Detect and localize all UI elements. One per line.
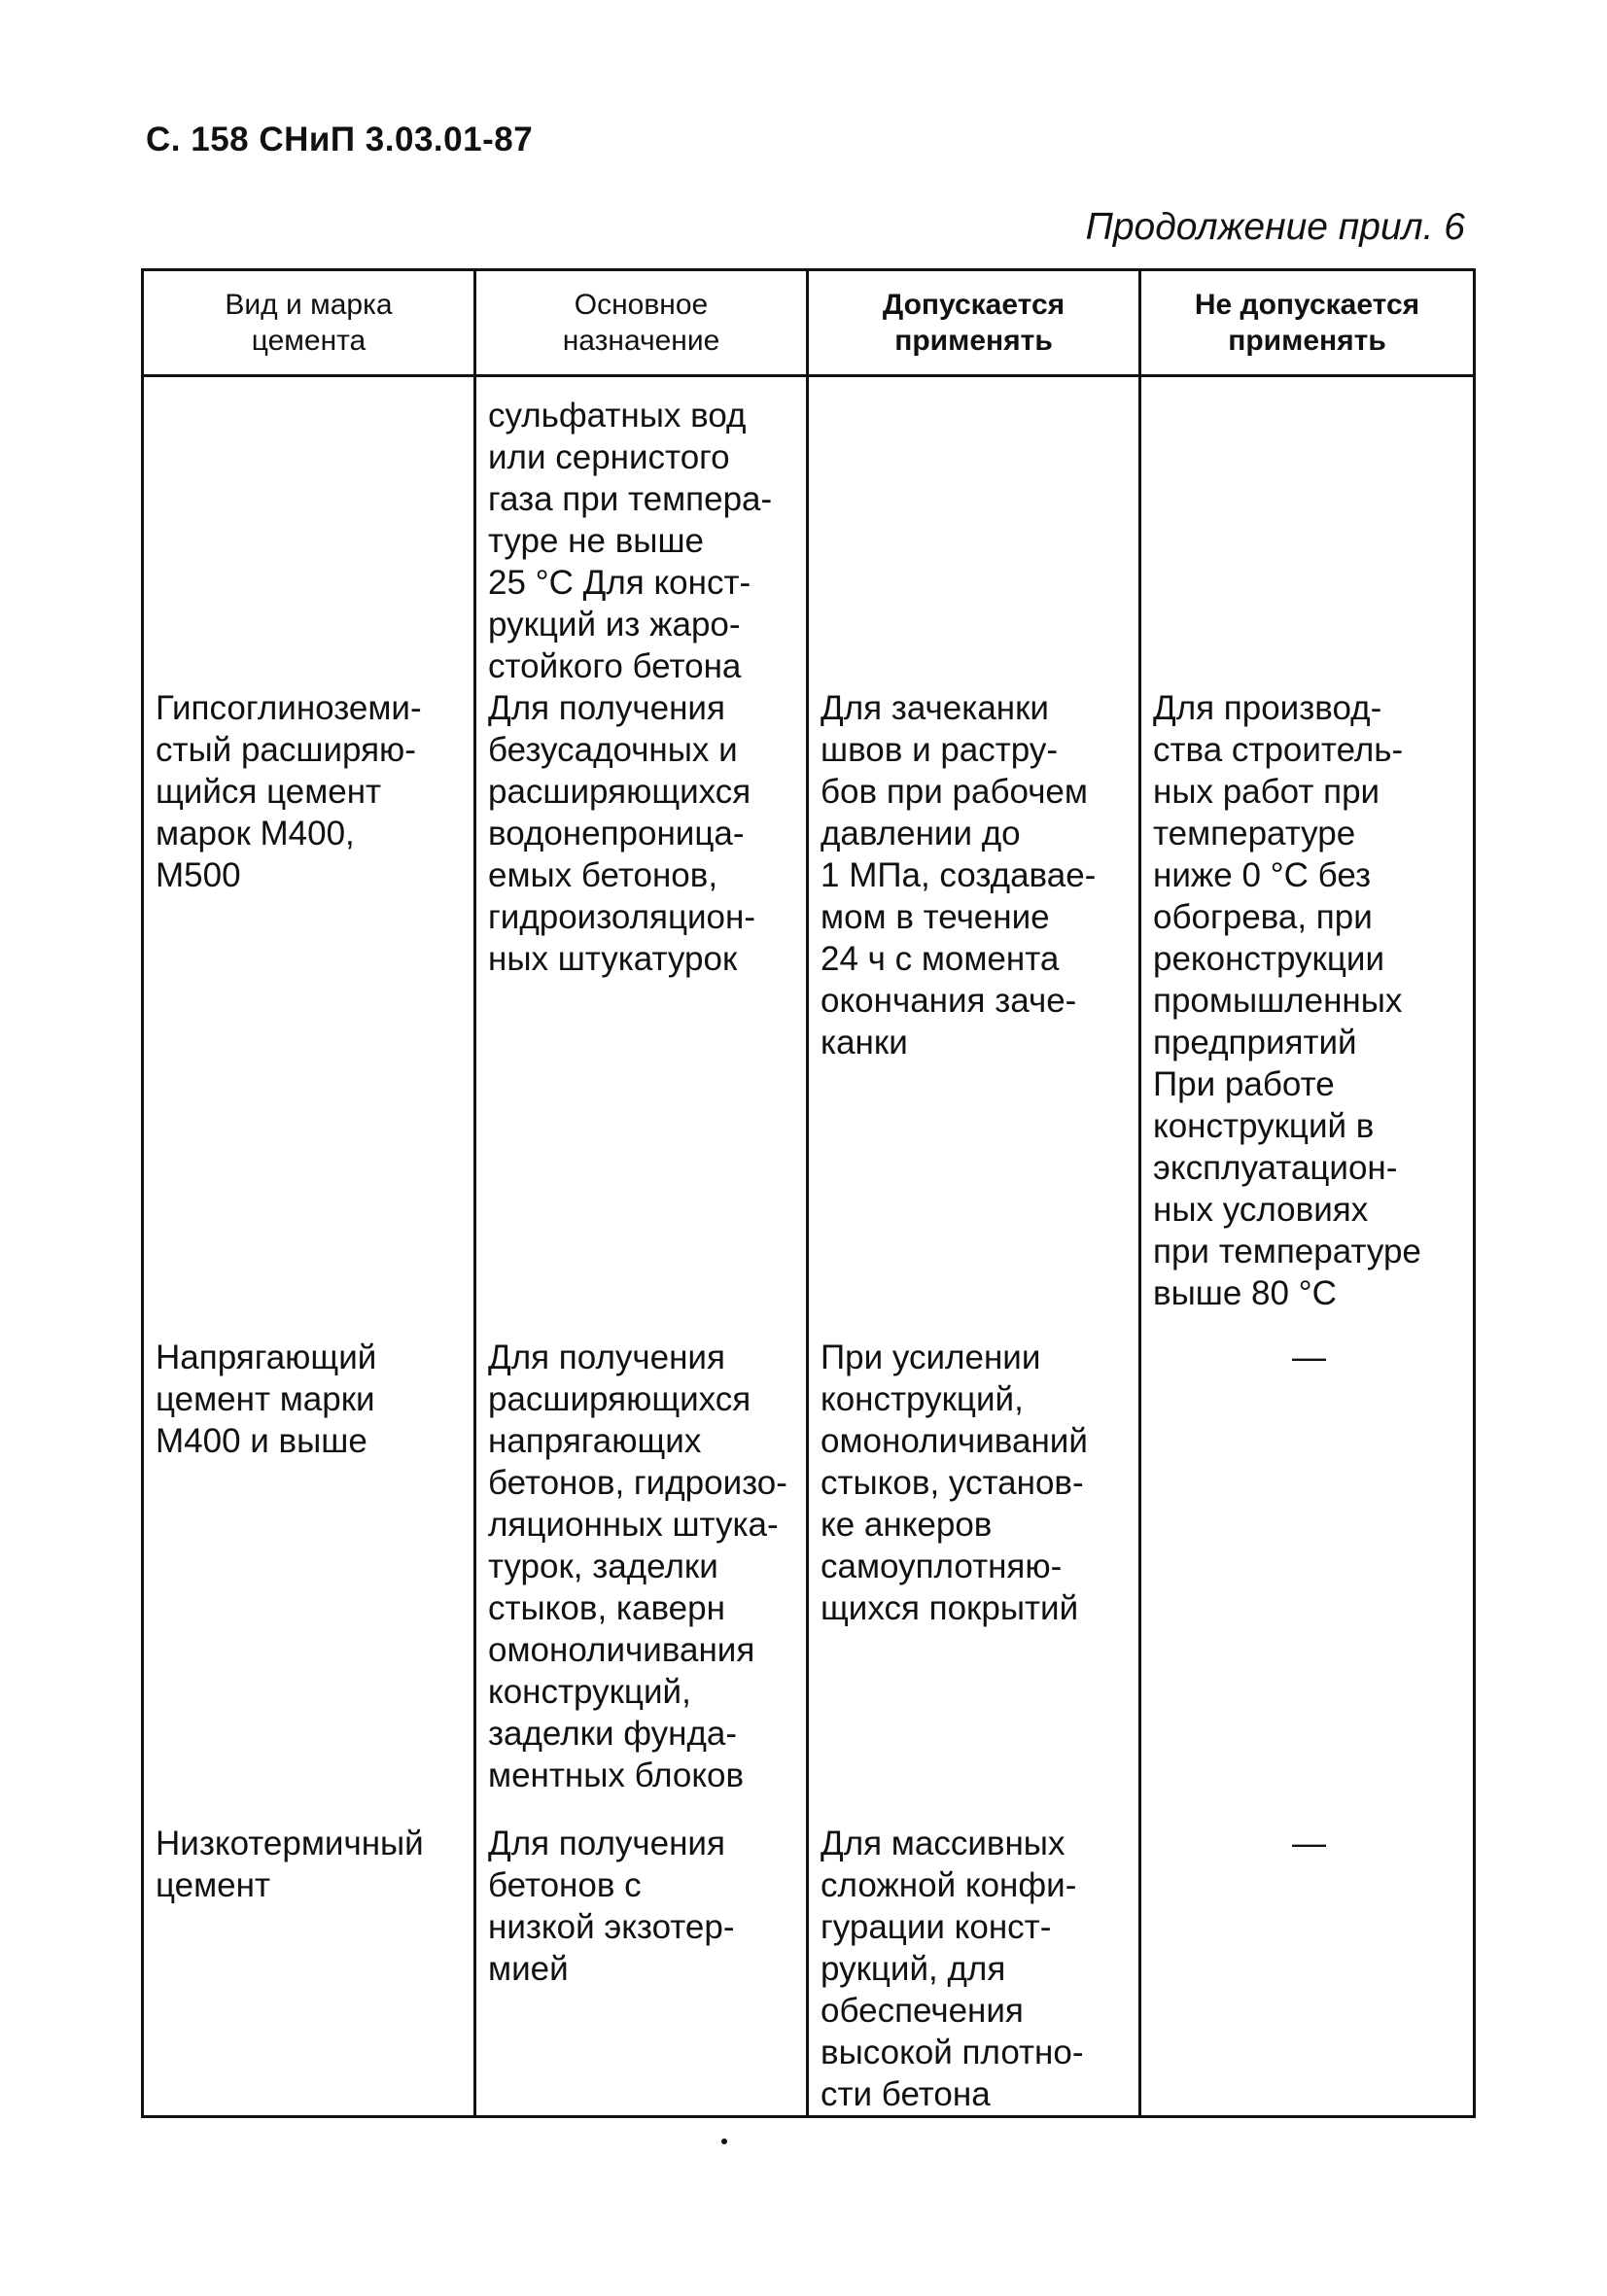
continuation-note: Продолжение прил. 6 [1085, 206, 1465, 248]
table-header-row [143, 270, 1475, 376]
cell-purpose: Для получения безусадочных и расширяющихся водонепроница- емых бетонов, гидроизоляцион- ных штукатурок [475, 687, 808, 1337]
cell-not-allowed [1140, 376, 1475, 688]
cell-not-allowed: Для производ- ства строитель- ных работ при температуре ниже 0 °С без обогрева, при реконструкции промышленных предприятий При работе конструкций в эксплуатацион- ных условиях при температуре выше 80 °С [1140, 687, 1475, 1337]
cell-allowed [808, 376, 1140, 688]
column-header-not-allowed: Не допускается применять [1140, 270, 1475, 376]
cell-allowed: Для зачеканки швов и растру- бов при рабочем давлении до 1 МПа, создавае- мом в течение 24 ч с момента окончания заче- канки [808, 687, 1140, 1337]
scan-dot [721, 2139, 727, 2144]
cell-allowed: Для массивных сложной конфи- гурации конст- рукций, для обеспечения высокой плотно- сти бетона [808, 1823, 1140, 2117]
cell-type: Напрягающий цемент марки М400 и выше [143, 1337, 475, 1823]
table-row [143, 1823, 1475, 2117]
cell-allowed: При усилении конструкций, омоноличиваний стыков, установ- ке анкеров самоуплотняю- щихся покрытий [808, 1337, 1140, 1823]
cell-purpose: сульфатных вод или сернистого газа при темпера- туре не выше 25 °С Для конст- рукций из жаро- стойкого бетона [475, 376, 808, 688]
column-header-type: Вид и марка цемента [143, 270, 475, 376]
column-header-purpose: Основное назначение [475, 270, 808, 376]
column-header-allowed: Допускается применять [808, 270, 1140, 376]
page-header: С. 158 СНиП 3.03.01-87 [146, 121, 534, 158]
cell-type [143, 376, 475, 688]
cell-type: Гипсоглиноземи- стый расширяю- щийся цемент марок М400, М500 [143, 687, 475, 1337]
table-row [143, 376, 1475, 688]
table-row [143, 1337, 1475, 1823]
cell-type: Низкотермичный цемент [143, 1823, 475, 2117]
table-row [143, 687, 1475, 1337]
cell-purpose: Для получения бетонов с низкой экзотер- мией [475, 1823, 808, 2117]
cement-table [141, 268, 1476, 2118]
cell-purpose: Для получения расширяющихся напрягающих бетонов, гидроизо- ляционных штука- турок, заделки стыков, каверн омоноличивания конструкций, заделки фунда- ментных блоков [475, 1337, 808, 1823]
cell-not-allowed: — [1140, 1337, 1475, 1823]
cell-not-allowed: — [1140, 1823, 1475, 2117]
